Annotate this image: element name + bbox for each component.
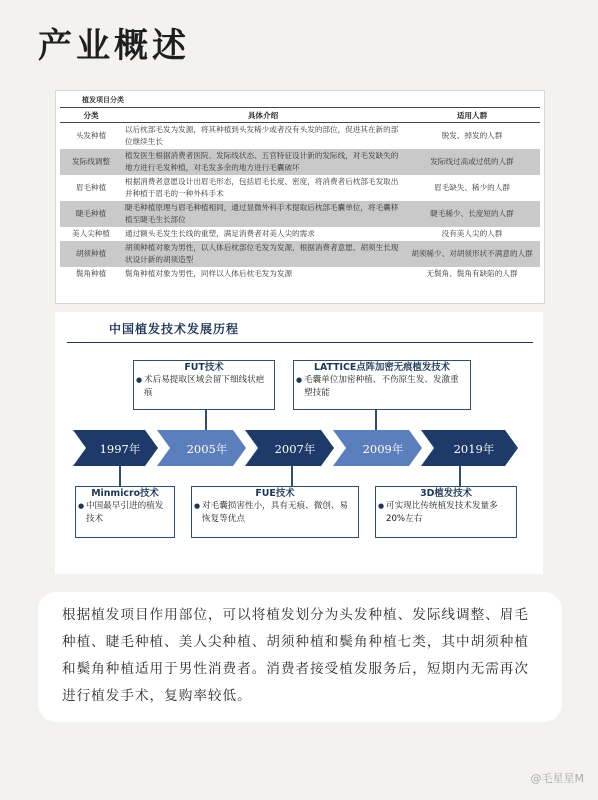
table-row xyxy=(60,149,540,175)
row-category: 睫毛种植 xyxy=(60,201,122,227)
row-intro: 鬓角种植对象为男性，同样以人体后枕毛发为发源 xyxy=(125,269,293,278)
row-category: 发际线调整 xyxy=(60,149,122,175)
row-intro: 根据消费者意愿设计出眉毛形态，包括眉毛长度、密度，将消费者后枕部毛发取出并种植于眉毛的一种外科手术 xyxy=(125,177,399,198)
header-intro: 具体介绍 xyxy=(122,108,404,123)
row-audience: 脱发、掉发的人群 xyxy=(441,131,503,140)
year-label: 2005年 xyxy=(186,442,228,456)
row-intro: 睫毛种植原理与眉毛种植相同，通过显微外科手术提取后枕部毛囊单位，将毛囊移植至睫毛生长部位 xyxy=(122,201,404,227)
row-intro: 通过额头毛发生长线的重塑，满足消费者对美人尖的需求 xyxy=(125,229,315,238)
event-heading: Minmicro技术 xyxy=(91,488,159,499)
classification-table-card xyxy=(55,90,545,304)
table-row xyxy=(60,227,540,241)
row-category: 美人尖种植 xyxy=(72,229,110,238)
row-category: 头发种植 xyxy=(75,131,107,140)
event-body: ● 中国最早引进的植发技术 xyxy=(76,500,174,526)
header-category: 分类 xyxy=(60,108,122,123)
year-label: 2009年 xyxy=(362,442,404,456)
table-row xyxy=(60,123,540,150)
timeline-card xyxy=(55,312,543,574)
row-audience: 胡须稀少、对胡须形状不满意的人群 xyxy=(404,241,540,267)
summary-card xyxy=(38,592,562,722)
table-row xyxy=(60,267,540,281)
row-category: 眉毛种植 xyxy=(75,183,107,192)
connector-line xyxy=(291,466,293,486)
table-header-row xyxy=(60,108,540,123)
table-row xyxy=(60,201,540,227)
summary-text: 根据植发项目作用部位，可以将植发划分为头发种植、发际线调整、眉毛种植、睫毛种植、美人尖种植、胡须种植和鬓角种植七类，其中胡须种植和鬓角种植适用于男性消费者。消费者接受植发服务后，短期内无需再次进行植发手术，复购率较低。 xyxy=(62,607,529,704)
event-body: ● 可实现比传统植发技术发量多20%左右 xyxy=(376,500,516,526)
connector-line xyxy=(375,410,377,430)
connector-line xyxy=(459,466,461,486)
event-heading: FUT技术 xyxy=(184,362,224,373)
page-title: 产业概述 xyxy=(38,26,190,66)
row-intro: 以后枕部毛发为发源，将其种植到头发稀少或者没有头发的部位，促进其在新的部位继续生长 xyxy=(125,125,399,146)
event-box-3d xyxy=(375,486,517,538)
event-box-fut xyxy=(133,360,275,410)
year-label: 2019年 xyxy=(453,442,495,456)
connector-line xyxy=(205,410,207,430)
table-row xyxy=(60,241,540,267)
header-audience: 适用人群 xyxy=(404,108,540,123)
connector-line xyxy=(119,466,121,486)
row-audience: 无鬓角、鬓角有缺陷的人群 xyxy=(426,269,518,278)
event-heading: FUE技术 xyxy=(255,488,295,499)
classification-table xyxy=(60,107,540,281)
row-audience: 没有美人尖的人群 xyxy=(441,229,503,238)
event-box-lattice xyxy=(293,360,471,410)
event-box-minmicro xyxy=(75,486,175,538)
row-audience: 发际线过高或过低的人群 xyxy=(404,149,540,175)
table-caption: 植发项目分类 xyxy=(82,96,124,104)
year-label: 2007年 xyxy=(274,442,316,456)
row-category: 鬓角种植 xyxy=(75,269,107,278)
event-heading: LATTICE点阵加密无痕植发技术 xyxy=(313,362,451,373)
event-body: ● 毛囊单位加密种植、不伤原生发、发激重塑技能 xyxy=(294,374,470,400)
row-audience: 眉毛缺失、稀少的人群 xyxy=(434,183,510,192)
timeline-title: 中国植发技术发展历程 xyxy=(109,322,240,336)
event-body: ● 术后易提取区域会留下细线状疤痕 xyxy=(134,374,274,400)
event-heading: 3D植发技术 xyxy=(420,488,472,499)
year-label: 1997年 xyxy=(99,442,141,456)
table-row xyxy=(60,175,540,201)
event-body: ● 对毛囊损害性小，具有无痕、微创、易恢复等优点 xyxy=(192,500,358,526)
row-intro: 胡须种植对象为男性，以人体后枕部位毛发为发源，根据消费者意愿、胡须生长现状设计新的胡须造型 xyxy=(122,241,404,267)
event-box-fue xyxy=(191,486,359,538)
row-audience: 睫毛稀少、长度短的人群 xyxy=(404,201,540,227)
row-intro: 植发医生根据消费者医院、发际线状态、五官特征设计新的发际线，对毛发缺失的地方进行毛发种植，对毛发多余的地方进行毛囊破坏 xyxy=(122,149,404,175)
row-category: 胡须种植 xyxy=(60,241,122,267)
watermark: @毛星星M xyxy=(530,772,584,785)
